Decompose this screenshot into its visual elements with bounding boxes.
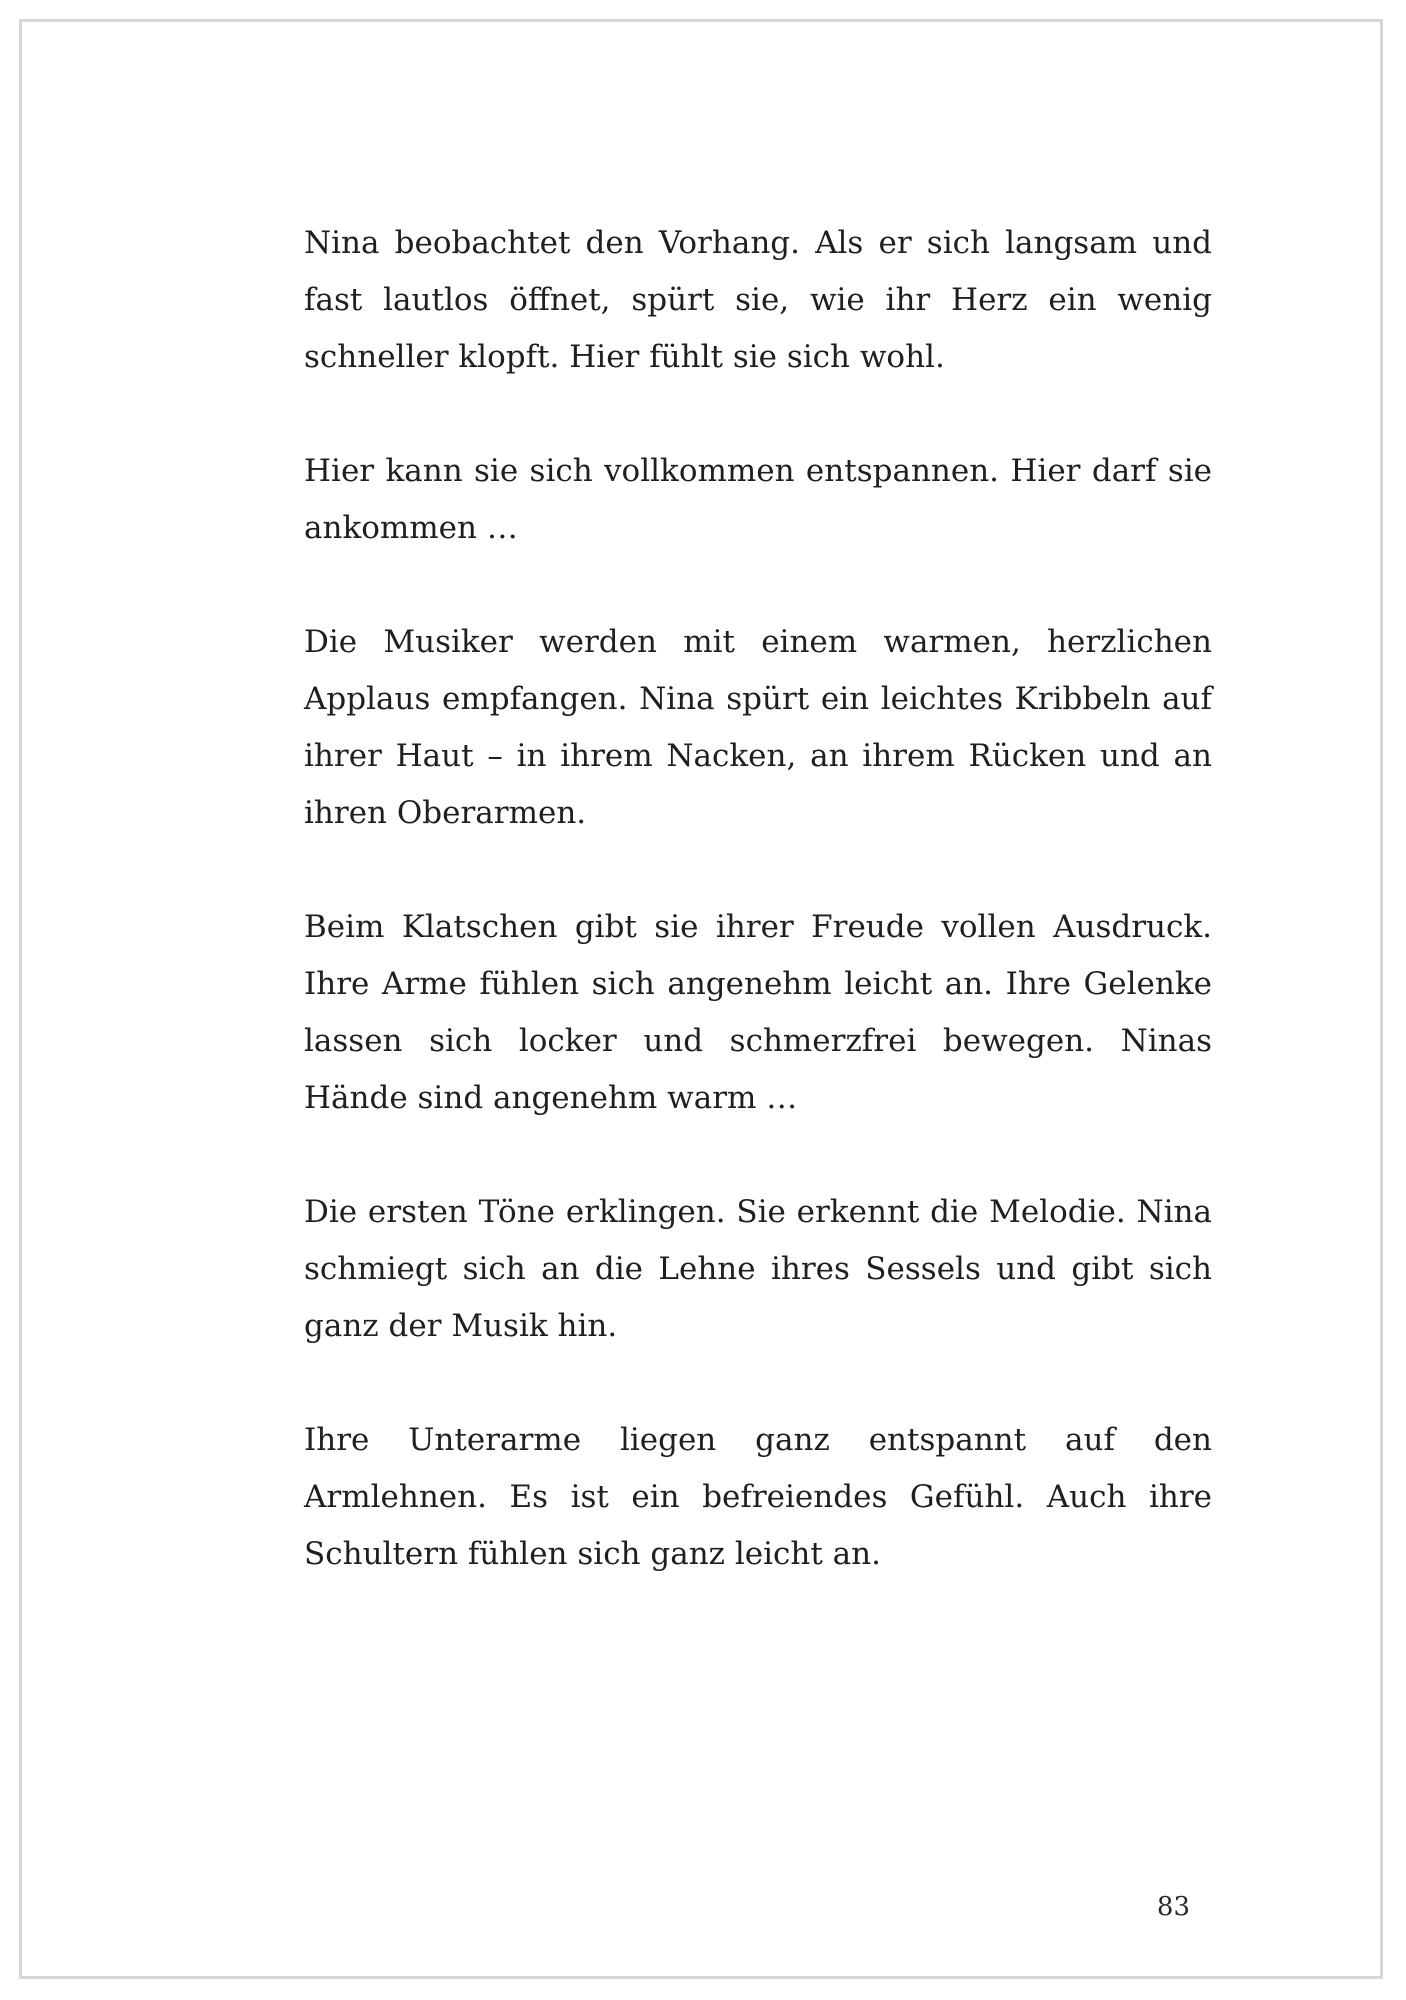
paragraph: Ihre Unterarme liegen ganz entspannt auf den Armlehnen. Es ist ein befreiendes Gefühl. Auch ihre Schultern fühlen sich ganz leicht an. [304,1422,1212,1572]
paragraph: Beim Klatschen gibt sie ihrer Freude vollen Ausdruck. Ihre Arme fühlen sich angenehm leicht an. Ihre Gelenke lassen sich locker und schmerzfrei bewegen. Ninas Hände sind angenehm warm … [304,909,1212,1116]
paragraph: Hier kann sie sich vollkommen entspannen. Hier darf sie ankommen … [304,453,1212,546]
paragraph: Die ersten Töne erklingen. Sie erkennt die Melodie. Nina schmiegt sich an die Lehne ihres Sessels und gibt sich ganz der Musik hin. [304,1194,1212,1344]
book-page [19,19,1383,1979]
body-text [304,215,1212,1640]
paragraph: Nina beobachtet den Vorhang. Als er sich langsam und fast lautlos öffnet, spürt sie, wie ihr Herz ein wenig schneller klopft. Hier fühlt sie sich wohl. [304,225,1212,375]
paragraph: Die Musiker werden mit einem warmen, herzlichen Applaus empfangen. Nina spürt ein leichtes Kribbeln auf ihrer Haut – in ihrem Nacken, an ihrem Rücken und an ihren Oberarmen. [304,624,1212,831]
page-number: 83 [1156,1892,1190,1922]
